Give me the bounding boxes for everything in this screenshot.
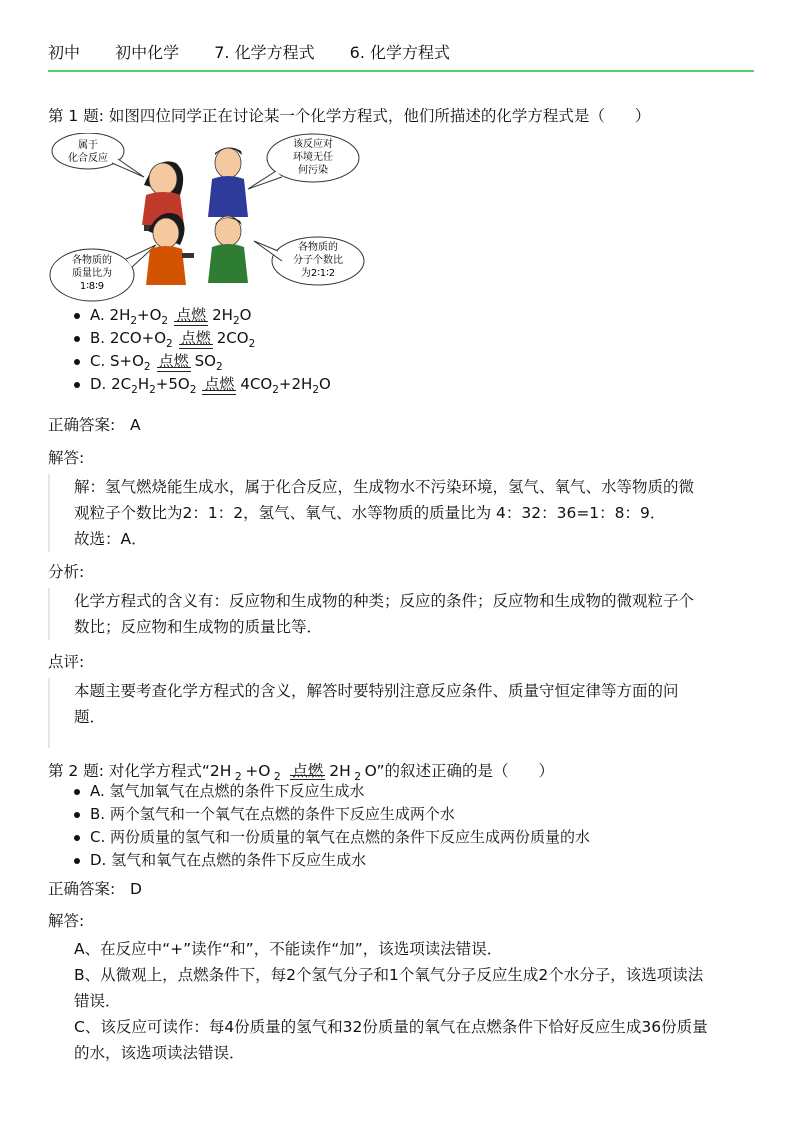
speech-bubble-top-right	[248, 134, 359, 189]
reaction-condition: 点燃	[174, 304, 208, 327]
student-figure	[208, 216, 248, 283]
answer-row	[48, 413, 141, 435]
option-b[interactable]: B. $2CO+O_2$ 点燃 $2CO_2$	[74, 327, 331, 350]
question-2-options	[74, 780, 590, 872]
svg-text:分子个数比: 分子个数比	[293, 255, 343, 266]
header-divider	[48, 70, 754, 72]
option-d[interactable]: D. $2C_2H_2+5O_2$ 点燃 $4CO_2+2H_2O$	[74, 373, 331, 396]
reaction-condition: 点燃	[290, 759, 325, 781]
solution-block: A、在反应中“+”读作“和”，不能读作“加”，该选项读法错误． B、从微观上，点燃条件下，每2个氢气分子和1个氧气分子反应生成2个水分子，该选项读法 错误． C、该反应可读作：每4份质量的氢气和32份质量的氧气在点燃条件下恰好反应生成36份质量 的水，该选项读法错误．	[74, 940, 708, 1062]
option-b[interactable]: B. 两个氢气和一个氧气在点燃的条件下反应生成两个水	[74, 803, 590, 826]
answer-value: D	[130, 880, 142, 898]
breadcrumb-item[interactable]: 6. 化学方程式	[349, 43, 451, 62]
svg-text:何污染: 何污染	[298, 165, 328, 176]
reaction-condition: 点燃	[179, 327, 213, 350]
breadcrumb-item[interactable]: 7. 化学方程式	[214, 43, 315, 62]
answer-label: 正确答案:	[48, 416, 116, 434]
solution-block: 解：氢气燃烧能生成水，属于化合反应，生成物水不污染环境，氢气、氧气、水等物质的微 观粒子个数比为2：1：2，氢气、氧气、水等物质的质量比为 4：32：36=1：8：9． 故选：A．	[48, 474, 754, 552]
speech-bubble-bottom-left	[50, 245, 156, 301]
option-c[interactable]: C. 两份质量的氢气和一份质量的氧气在点燃的条件下反应生成两份质量的水	[74, 826, 590, 849]
answer-value: A	[130, 416, 141, 434]
reaction-condition: 点燃	[157, 350, 191, 373]
speech-bubble-bottom-right	[254, 237, 364, 285]
breadcrumb-item[interactable]: 初中化学	[115, 43, 180, 62]
svg-text:化合反应: 化合反应	[68, 153, 108, 164]
option-a[interactable]: A. 氢气加氧气在点燃的条件下反应生成水	[74, 780, 590, 803]
answer-label: 正确答案:	[48, 880, 116, 898]
svg-text:各物质的: 各物质的	[298, 242, 338, 253]
breadcrumb	[48, 40, 480, 63]
reaction-condition: 点燃	[202, 373, 236, 396]
svg-text:质量比为: 质量比为	[72, 268, 112, 279]
comment-block: 本题主要考查化学方程式的含义，解答时要特别注意反应条件、质量守恒定律等方面的问 题．	[48, 678, 754, 748]
question-1-title: 第 1 题: 如图四位同学正在讨论某一个化学方程式，他们所描述的化学方程式是（ ）	[48, 107, 651, 125]
svg-text:1∶8∶9: 1∶8∶9	[79, 281, 105, 292]
students-discussion-illustration	[48, 133, 368, 303]
analysis-label: 分析:	[48, 563, 85, 581]
option-c[interactable]: C. $S+O_2$ 点燃 $SO_2$	[74, 350, 331, 373]
option-d[interactable]: D. 氢气和氧气在点燃的条件下反应生成水	[74, 849, 590, 872]
speech-bubble-top-left	[52, 133, 144, 177]
question-2-number: 第 2 题:	[48, 762, 104, 780]
question-1-options	[74, 304, 331, 396]
answer-row	[48, 877, 142, 899]
svg-text:该反应对: 该反应对	[293, 139, 333, 150]
student-figure	[208, 147, 248, 217]
svg-text:环境无任: 环境无任	[293, 152, 333, 163]
svg-text:各物质的: 各物质的	[72, 255, 112, 266]
comment-label: 点评:	[48, 653, 85, 671]
solution-label: 解答:	[48, 912, 85, 930]
svg-text:属于: 属于	[78, 140, 98, 151]
question-2-title: 第 2 题: 对化学方程式“2H $_2$ +O $_2$ 点燃 2H $_2$ O”的叙述正确的是（ ）	[48, 759, 554, 783]
option-a[interactable]: A. $2H_2+O_2$ 点燃 $2H_2O$	[74, 304, 331, 327]
breadcrumb-item[interactable]: 初中	[48, 43, 81, 62]
question-1-text: 如图四位同学正在讨论某一个化学方程式，他们所描述的化学方程式是（	[108, 107, 605, 125]
solution-label: 解答:	[48, 449, 85, 467]
analysis-block: 化学方程式的含义有：反应物和生成物的种类；反应的条件；反应物和生成物的微观粒子个 数比；反应物和生成物的质量比等．	[48, 588, 754, 640]
question-1-number: 第 1 题:	[48, 107, 104, 125]
svg-text:为2∶1∶2: 为2∶1∶2	[300, 268, 336, 279]
student-figure	[146, 213, 194, 285]
